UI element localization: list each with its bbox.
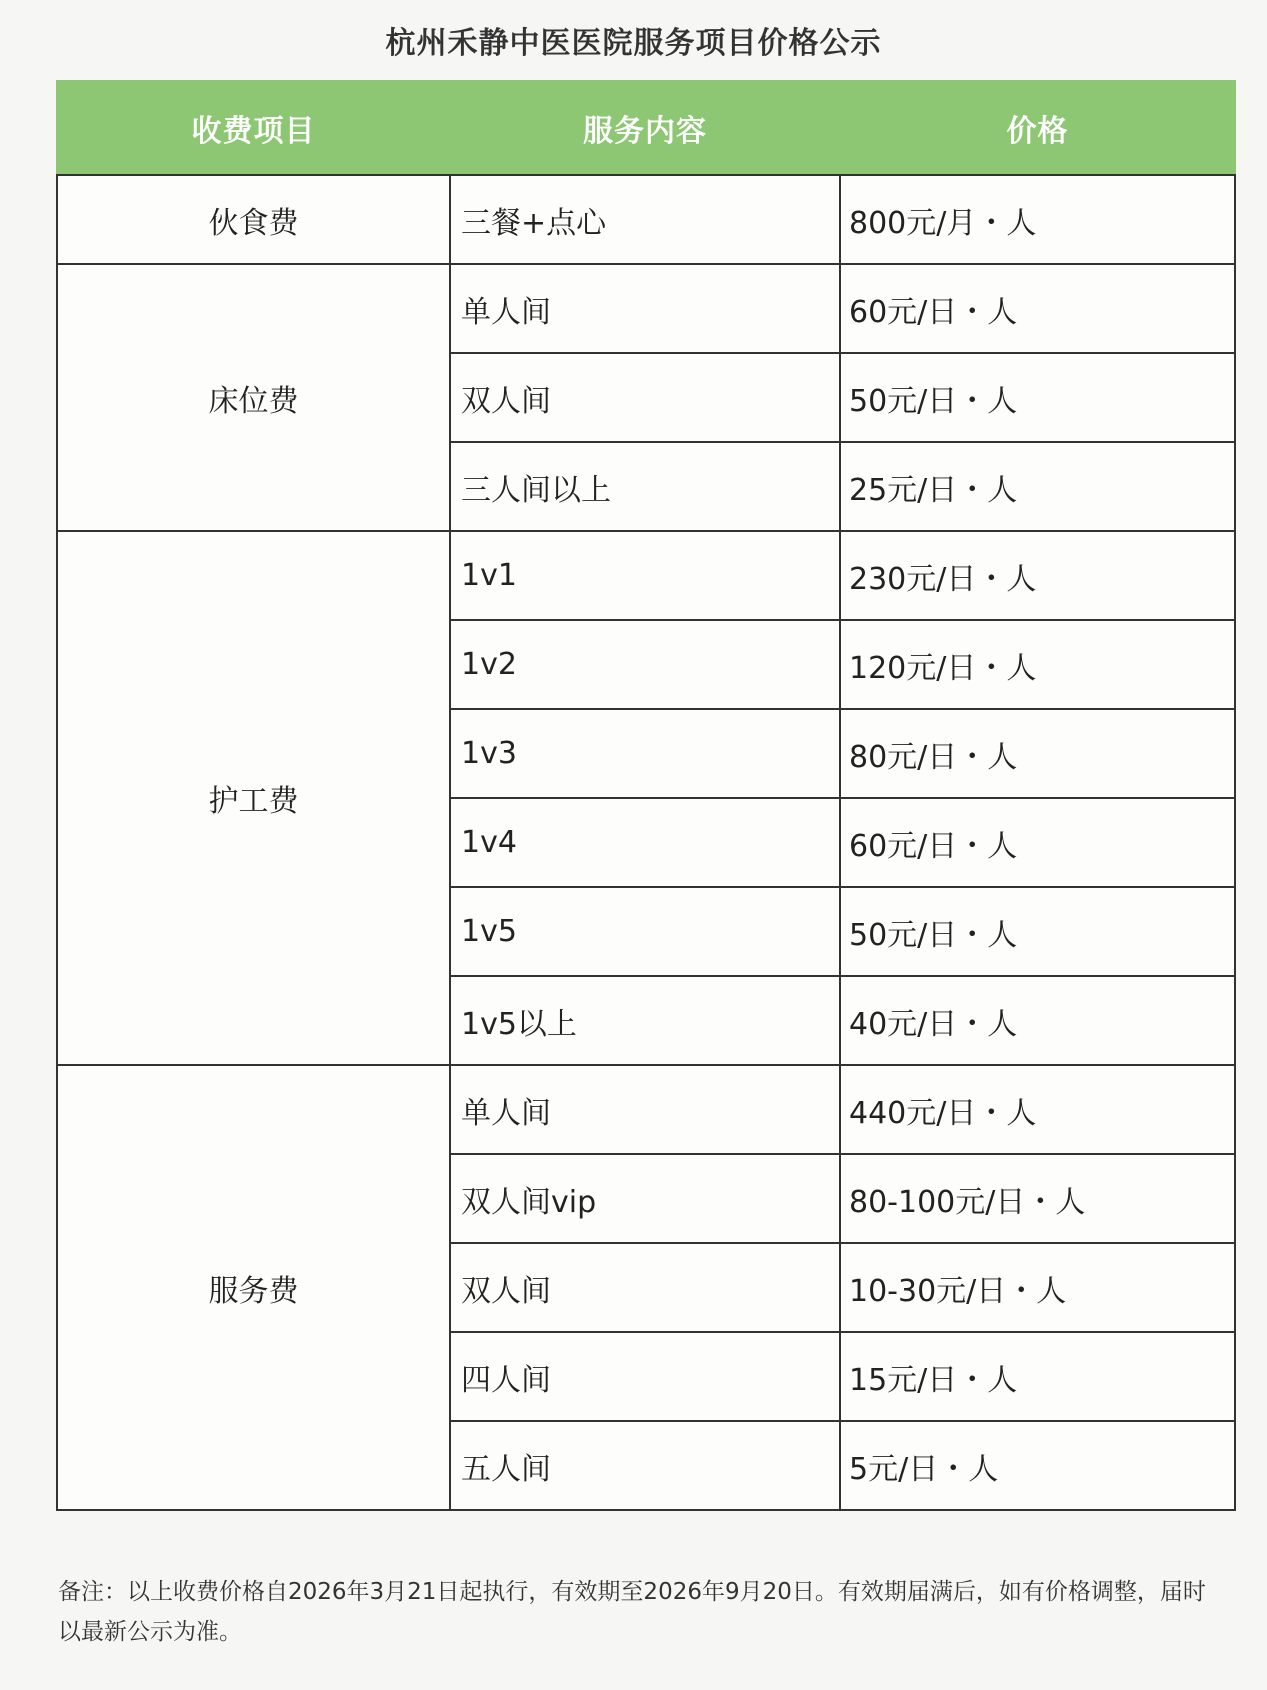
service-cell: 1v2	[450, 620, 840, 709]
service-cell: 1v5	[450, 887, 840, 976]
service-cell: 四人间	[450, 1332, 840, 1421]
table-row	[57, 531, 1235, 620]
table-body	[57, 175, 1235, 1510]
service-cell: 1v4	[450, 798, 840, 887]
price-cell: 10-30元/日・人	[840, 1243, 1235, 1332]
price-cell: 50元/日・人	[840, 353, 1235, 442]
price-cell: 60元/日・人	[840, 264, 1235, 353]
table-row	[57, 1065, 1235, 1154]
page-title: 杭州禾静中医医院服务项目价格公示	[385, 26, 882, 61]
price-cell: 60元/日・人	[840, 798, 1235, 887]
service-cell: 双人间	[450, 353, 840, 442]
table-row	[57, 264, 1235, 353]
category-cell: 护工费	[57, 531, 450, 1065]
price-cell: 440元/日・人	[840, 1065, 1235, 1154]
price-cell: 230元/日・人	[840, 531, 1235, 620]
service-cell: 双人间vip	[450, 1154, 840, 1243]
service-cell: 1v3	[450, 709, 840, 798]
header-fee-item: 收费项目	[57, 81, 450, 175]
price-table	[56, 80, 1236, 1511]
category-cell: 伙食费	[57, 175, 450, 264]
service-cell: 1v1	[450, 531, 840, 620]
service-cell: 1v5以上	[450, 976, 840, 1065]
header-service-content: 服务内容	[450, 81, 840, 175]
price-cell: 15元/日・人	[840, 1332, 1235, 1421]
service-cell: 双人间	[450, 1243, 840, 1332]
price-cell: 5元/日・人	[840, 1421, 1235, 1510]
service-cell: 单人间	[450, 264, 840, 353]
service-cell: 单人间	[450, 1065, 840, 1154]
price-cell: 40元/日・人	[840, 976, 1235, 1065]
service-cell: 五人间	[450, 1421, 840, 1510]
table-header	[57, 81, 1235, 175]
service-cell: 三人间以上	[450, 442, 840, 531]
footnote: 备注：以上收费价格自2026年3月21日起执行，有效期至2026年9月20日。有效期届满后，如有价格调整，届时以最新公示为准。	[58, 1579, 1206, 1645]
price-cell: 50元/日・人	[840, 887, 1235, 976]
service-cell: 三餐+点心	[450, 175, 840, 264]
category-cell: 服务费	[57, 1065, 450, 1510]
price-cell: 25元/日・人	[840, 442, 1235, 531]
price-cell: 80元/日・人	[840, 709, 1235, 798]
price-cell: 120元/日・人	[840, 620, 1235, 709]
price-cell: 800元/月・人	[840, 175, 1235, 264]
price-cell: 80-100元/日・人	[840, 1154, 1235, 1243]
header-price: 价格	[840, 81, 1235, 175]
header-row	[57, 81, 1235, 175]
table-row	[57, 175, 1235, 264]
category-cell: 床位费	[57, 264, 450, 531]
